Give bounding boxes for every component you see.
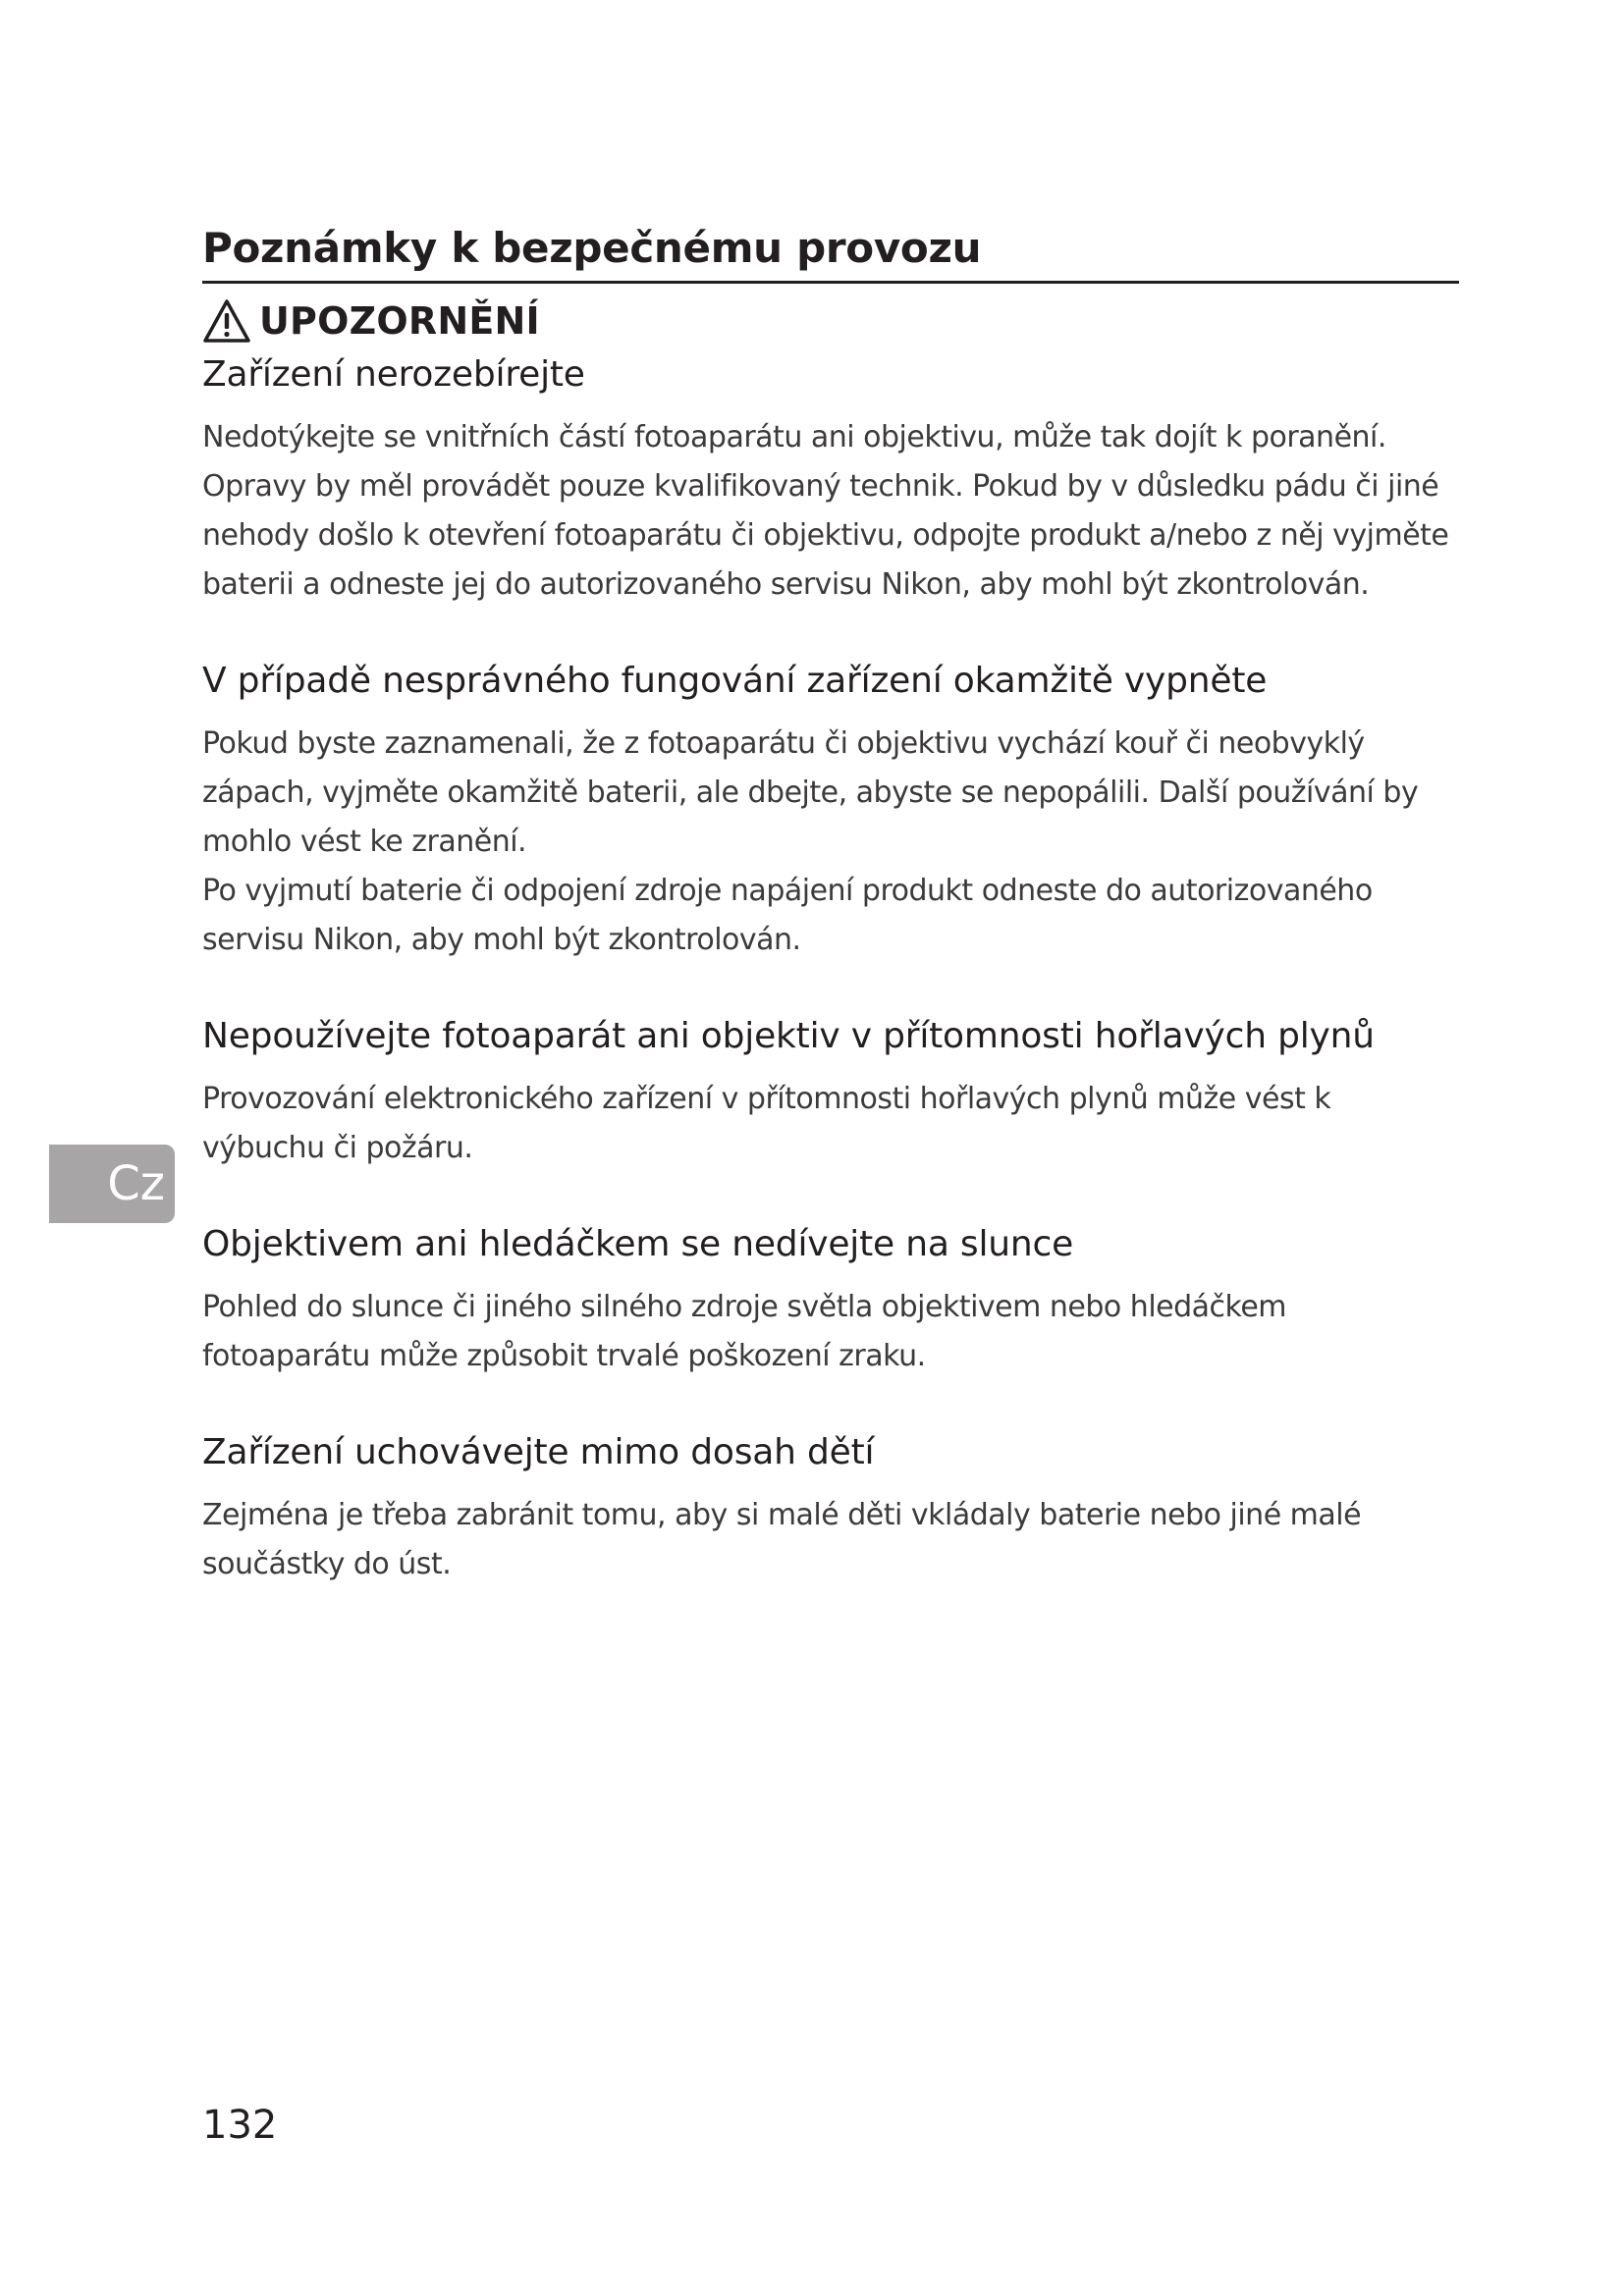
section-body	[202, 720, 1459, 965]
section-flammable-gas	[202, 1012, 1459, 1173]
section-title: V případě nesprávného fungování zařízení okamžitě vypněte	[202, 661, 1268, 701]
warning-triangle-icon	[202, 298, 251, 344]
section-title: Nepoužívejte fotoaparát ani objektiv v přítomnosti hořlavých plynů	[202, 1016, 1375, 1056]
section-children	[202, 1428, 1459, 1589]
section-body	[202, 1491, 1459, 1589]
section-paragraph: Po vyjmutí baterie či odpojení zdroje napájení produkt odneste do autorizovaného servisu Nikon, aby mohl být zkontrolován.	[202, 874, 1373, 957]
section-body	[202, 413, 1459, 610]
section-title: Zařízení uchovávejte mimo dosah dětí	[202, 1432, 875, 1472]
section-paragraph: Provozování elektronického zařízení v přítomnosti hořlavých plynů může vést k výbuchu či požáru.	[202, 1082, 1331, 1165]
section-paragraph: Pohled do slunce či jiného silného zdroje světla objektivem nebo hledáčkem fotoaparátu může způsobit trvalé poškození zraku.	[202, 1290, 1287, 1373]
language-tab: Cz	[49, 1145, 175, 1223]
page-content	[202, 220, 1459, 1589]
section-disassembly	[202, 350, 1459, 610]
section-body	[202, 1283, 1459, 1381]
section-sun	[202, 1220, 1459, 1381]
section-paragraph: Nedotýkejte se vnitřních částí fotoaparátu ani objektivu, může tak dojít k poranění. Opravy by měl provádět pouze kvalifikovaný technik. Pokud by v důsledku pádu či jiné nehody došlo k otevření fotoaparátu či objektivu, odpojte produkt a/nebo z něj vyjměte baterii a odneste jej do autorizovaného servisu Nikon, aby mohl být zkontrolován.	[202, 420, 1449, 602]
warning-header	[202, 294, 1459, 348]
section-title: Objektivem ani hledáčkem se nedívejte na slunce	[202, 1224, 1074, 1264]
page-title: Poznámky k bezpečnému provozu	[202, 220, 1459, 284]
section-malfunction	[202, 657, 1459, 965]
section-paragraph: Pokud byste zaznamenali, že z fotoaparátu či objektivu vychází kouř či neobvyklý zápach, vyjměte okamžitě baterii, ale dbejte, abyste se nepopálili. Další používání by mohlo vést ke zranění.	[202, 726, 1419, 859]
page-number: 132	[202, 2103, 278, 2148]
warning-label: UPOZORNĚNÍ	[259, 299, 540, 343]
section-body	[202, 1075, 1459, 1173]
section-paragraph: Zejména je třeba zabránit tomu, aby si malé děti vkládaly baterie nebo jiné malé součástky do úst.	[202, 1498, 1362, 1581]
section-title: Zařízení nerozebírejte	[202, 354, 585, 395]
